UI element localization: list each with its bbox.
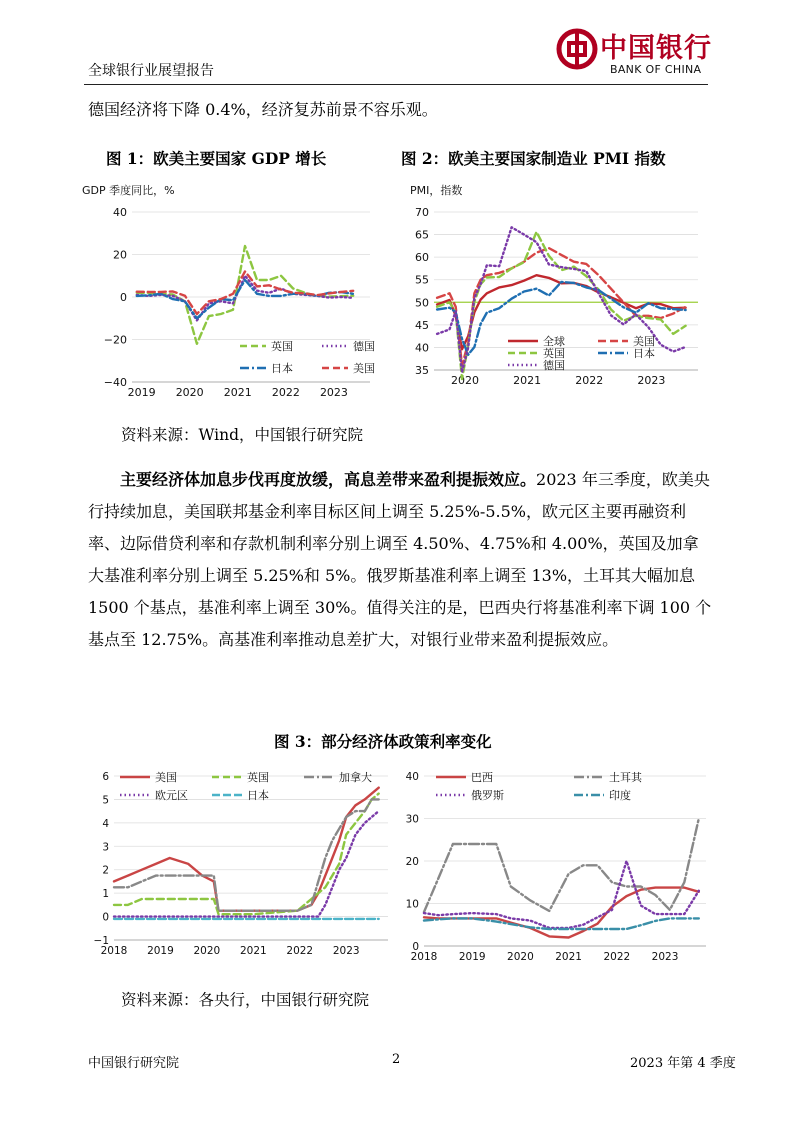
x-tick-label: 2019 [147, 945, 174, 957]
y-tick-label: 3 [102, 841, 109, 854]
logo-en-text: BANK OF CHINA [610, 63, 702, 76]
legend-label: 英国 [543, 347, 565, 360]
y-tick-label: 40 [415, 341, 429, 355]
legend-label: 美国 [155, 771, 177, 784]
x-tick-label: 2022 [286, 945, 314, 957]
y-tick-label: 2 [102, 864, 109, 877]
y-tick-label: 20 [405, 856, 419, 868]
y-tick-label: 0 [412, 941, 419, 953]
y-tick-label: 20 [113, 248, 127, 262]
legend-label: 俄罗斯 [471, 789, 504, 802]
legend-label: 美国 [633, 335, 655, 348]
y-tick-label: 4 [102, 817, 109, 830]
x-tick-label: 2021 [555, 951, 582, 963]
series-line [114, 799, 379, 910]
y-tick-label: 1 [102, 888, 109, 901]
paragraph-body: 2023 年三季度，欧美央行持续加息，美国联邦基金利率目标区间上调至 5.25%-5.5%，欧元区主要再融资利率、边际借贷利率和存款机制利率分别上调至 4.50%、4.75%和 4.00%，英国及加拿大基准利率分别上调至 5.25%和 5%。俄罗斯基准利率上调至 13%，土耳其大幅加息 1500 个基点，基准利率上调至 30%。值得关注的是，巴西央行将基准利率下调 100 个基点至 12.75%。高基准利率推动息差扩大，对银行业带来盈利提振效应。 [88, 470, 712, 649]
legend-label: 日本 [633, 347, 655, 360]
legend-label: 英国 [247, 771, 269, 784]
logo-cn-text: 中国银行 [600, 33, 712, 64]
x-tick-label: 2020 [175, 386, 204, 399]
footer-left: 中国银行研究院 [88, 1056, 180, 1071]
figure-3-title: 图 3：部分经济体政策利率变化 [274, 732, 492, 751]
x-tick-label: 2023 [637, 374, 666, 387]
x-tick-label: 2020 [193, 945, 221, 957]
legend-label: 全球 [543, 335, 565, 348]
source-note-1: 资料来源：Wind，中国银行研究院 [121, 426, 364, 444]
legend-label: 日本 [271, 362, 293, 375]
x-tick-label: 2022 [271, 386, 300, 399]
x-tick-label: 2023 [332, 945, 360, 957]
legend-label: 巴西 [471, 771, 493, 784]
legend-label: 加拿大 [339, 771, 372, 784]
emerging-rates-chart [396, 766, 712, 970]
x-tick-label: 2018 [410, 951, 438, 963]
bank-logo-icon [556, 28, 598, 70]
y-axis-label: PMI，指数 [410, 184, 463, 197]
header-rule [84, 84, 708, 85]
body-paragraph [88, 464, 714, 656]
x-tick-label: 2019 [458, 951, 486, 963]
y-tick-label: −40 [103, 376, 127, 389]
y-tick-label: 0 [102, 911, 109, 924]
legend-label: 德国 [353, 340, 375, 353]
x-tick-label: 2020 [507, 951, 534, 963]
intro-line: 德国经济将下降 0.4%，经济复苏前景不容乐观。 [88, 100, 438, 119]
series-line [114, 794, 379, 915]
legend-label: 欧元区 [155, 789, 188, 802]
y-axis-label: GDP 季度同比，% [82, 184, 175, 197]
y-tick-label: 6 [102, 771, 109, 783]
x-tick-label: 2021 [239, 945, 267, 957]
paragraph-lead: 主要经济体加息步伐再度放缓，高息差带来盈利提振效应。 [120, 470, 537, 489]
y-tick-label: 0 [120, 291, 127, 304]
y-tick-label: 30 [405, 813, 419, 826]
y-tick-label: 35 [415, 364, 429, 377]
legend-label: 英国 [271, 340, 293, 353]
x-tick-label: 2021 [223, 386, 252, 399]
x-tick-label: 2022 [575, 374, 604, 387]
pmi-chart [398, 178, 710, 398]
y-tick-label: 40 [113, 206, 127, 219]
footer-right: 2023 年第 4 季度 [630, 1056, 736, 1071]
legend-label: 日本 [247, 789, 269, 802]
source-note-2: 资料来源：各央行，中国银行研究院 [121, 991, 370, 1009]
x-tick-label: 2019 [127, 386, 156, 399]
legend-label: 土耳其 [609, 771, 642, 784]
x-tick-label: 2021 [513, 374, 542, 387]
x-tick-label: 2023 [319, 386, 348, 399]
series-line [424, 819, 699, 913]
x-tick-label: 2020 [451, 374, 480, 387]
y-tick-label: 55 [415, 273, 429, 287]
y-tick-label: −20 [103, 333, 127, 347]
legend-label: 美国 [353, 362, 375, 375]
series-line [137, 280, 353, 318]
y-tick-label: 40 [405, 771, 419, 783]
y-tick-label: 50 [415, 296, 429, 310]
gdp-chart [80, 178, 386, 408]
y-tick-label: 45 [415, 318, 429, 332]
series-line [114, 788, 379, 911]
y-tick-label: 65 [415, 228, 429, 242]
legend-label: 印度 [609, 789, 631, 802]
figure-2-title: 图 2：欧美主要国家制造业 PMI 指数 [401, 149, 666, 168]
x-tick-label: 2018 [100, 945, 128, 957]
x-tick-label: 2023 [651, 951, 679, 963]
x-tick-label: 2022 [603, 951, 631, 963]
y-tick-label: −1 [93, 935, 109, 947]
legend-label: 德国 [543, 359, 565, 372]
developed-rates-chart [84, 766, 396, 970]
y-tick-label: 70 [415, 206, 429, 219]
report-title: 全球银行业展望报告 [88, 63, 214, 79]
figure-1-title: 图 1：欧美主要国家 GDP 增长 [106, 149, 327, 168]
y-tick-label: 10 [405, 898, 419, 911]
y-tick-label: 5 [102, 794, 109, 807]
y-tick-label: 60 [415, 251, 429, 265]
footer-page-number: 2 [392, 1052, 401, 1067]
